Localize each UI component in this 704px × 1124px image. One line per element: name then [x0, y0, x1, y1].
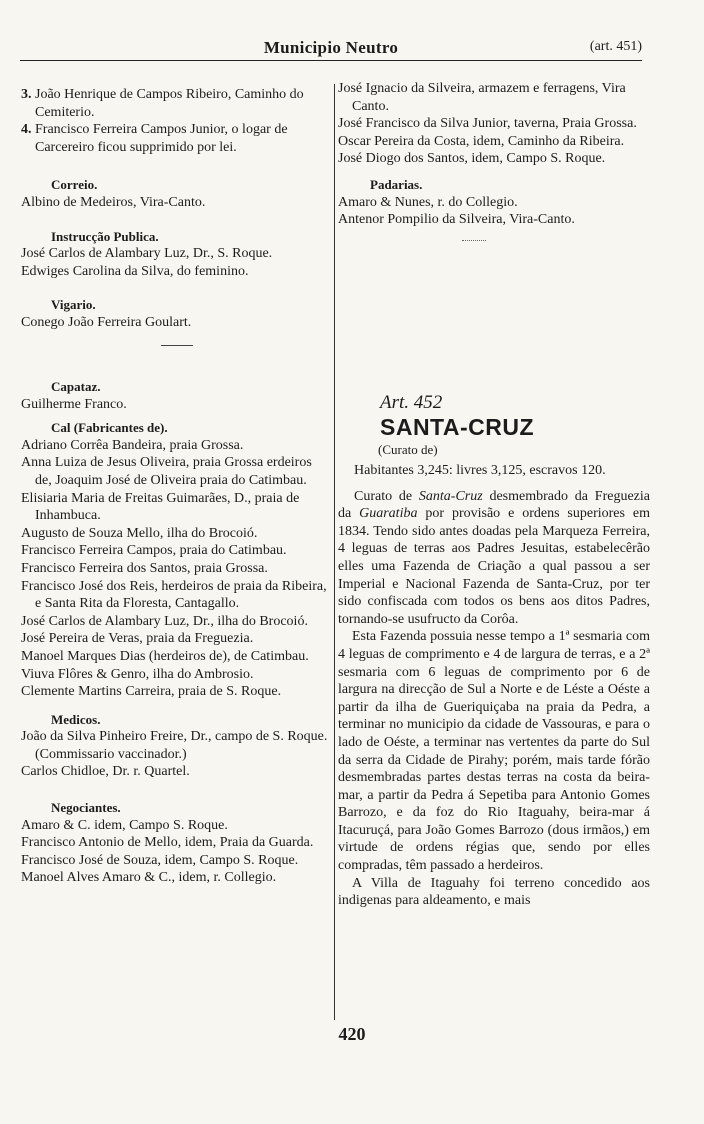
list-item: Amaro & Nunes, r. do Collegio.: [338, 194, 518, 210]
list-item: Albino de Medeiros, Vira-Canto.: [21, 194, 206, 210]
list-item: José Ignacio da Silveira, armazem e ferragens, Vira Canto.: [338, 81, 626, 114]
list-item: Manoel Marques Dias (herdeiros de), de Catimbau.: [21, 648, 309, 664]
section-heading-negociantes: Negociantes.: [51, 800, 121, 816]
section-heading-vigario: Vigario.: [51, 297, 96, 313]
list-item: Augusto de Souza Mello, ilha do Brocoió.: [21, 525, 258, 541]
list-item: Guilherme Franco.: [21, 396, 127, 412]
section-heading-padarias: Padarias.: [370, 176, 423, 192]
article-paragraph-sesmarias: Esta Fazenda possuia nesse tempo a 1ª sesmaria com 4 leguas de comprimento e 4 de largura de terras, e a 2ª sesmaria com 6 leguas de comprimento por 6 de largura na direcção de Sul a Norte e de Léste a Oéste a partir da ilha de Gueriquiçaba na praia da Pedra, a terminar no municipio da cidade de Vassouras, e para o lado de Oéste, a terminar nas vertentes da parte do Sul da serra da Cidade de Pirahy; porém, mais tarde fórão desmembradas partes destas terras na costa da beira-mar, a partir da Pedra á Sepetiba para Antonio Gomes Barrozo, e da foz do Rio Itaguahy, beira-mar á Itacuruçá, para João Gomes Barrozo (dous irmãos,) em virtude de ordens régias que, sendo por elles compradas, têm passado a herdeiros.: [338, 629, 650, 874]
article-paragraph-history: Curato de Santa-Cruz desmembrado da Freguezia da Guaratiba por provisão e ordens superiores em 1834. Tendo sido antes doadas pela Marqueza Ferreira, 4 leguas de terras aos Padres Jesuitas, estabelecêrão elles uma Fazenda de Criação a qual passou a ser Imperial e Nacional Fazenda de Santa-Cruz, por ter sido confiscada com todos os bens aos ditos Padres, tornando-se usufructo da Corôa.: [338, 488, 650, 627]
running-title: Municipio Neutro: [263, 38, 399, 57]
section-heading-instrucao: Instrucção Publica.: [51, 228, 159, 244]
list-item: Adriano Corrêa Bandeira, praia Grossa.: [21, 437, 244, 453]
article-label: Art. 452: [380, 392, 443, 413]
list-item: Francisco Antonio de Mello, idem, Praia da Guarda.: [21, 835, 314, 851]
list-item: Amaro & C. idem, Campo S. Roque.: [21, 817, 228, 833]
list-item: José Carlos de Alambary Luz, Dr., ilha do Brocoió.: [21, 613, 308, 629]
list-item: Francisco Ferreira Campos, praia do Catimbau.: [21, 543, 287, 559]
list-item: Carlos Chidloe, Dr. r. Quartel.: [21, 764, 190, 780]
list-item: José Pereira de Veras, praia da Freguezia.: [21, 631, 254, 647]
list-item: Francisco José dos Reis, herdeiros de praia da Ribeira, e Santa Rita da Floresta, Cantagallo.: [21, 578, 327, 612]
list-item: João da Silva Pinheiro Freire, Dr., campo de S. Roque. (Commissario vaccinador.): [21, 729, 328, 762]
list-item: Antenor Pompilio da Silveira, Vira-Canto.: [338, 212, 575, 228]
list-item: Viuva Flôres & Genro, ilha do Ambrosio.: [21, 666, 254, 682]
place-title: SANTA-CRUZ: [380, 414, 535, 440]
list-item: Oscar Pereira da Costa, idem, Caminho da Ribeira.: [338, 133, 625, 149]
list-item: Clemente Martins Carreira, praia de S. Roque.: [21, 684, 282, 700]
running-header: [20, 36, 642, 61]
article-452: [338, 392, 650, 910]
column-rule: [334, 84, 335, 1020]
numbered-entry-3: 3. João Henrique de Campos Ribeiro, Caminho do Cemiterio.: [21, 87, 304, 120]
list-item: José Diogo dos Santos, idem, Campo S. Roque.: [338, 151, 606, 167]
section-heading-capataz: Capataz.: [51, 379, 101, 394]
section-heading-medicos: Medicos.: [51, 711, 101, 727]
section-heading-correio: Correio.: [51, 177, 98, 193]
left-column: [21, 86, 331, 352]
list-item: Edwiges Carolina da Silva, do feminino.: [21, 263, 249, 279]
list-item: José Carlos de Alambary Luz, Dr., S. Roque.: [21, 246, 273, 262]
list-item: Francisco Ferreira dos Santos, praia Grossa.: [21, 560, 268, 576]
page-number: 420: [338, 1024, 366, 1044]
section-divider: [338, 235, 650, 247]
section-divider: [21, 340, 331, 352]
article-reference: (art. 451): [589, 39, 642, 54]
place-subtitle: (Curato de): [378, 442, 438, 457]
numbered-entry-4: 4. Francisco Ferreira Campos Junior, o logar de Carcereiro ficou supprimido por lei.: [21, 122, 288, 155]
section-heading-cal: Cal (Fabricantes de).: [51, 420, 168, 436]
list-item: Anna Luiza de Jesus Oliveira, praia Grossa erdeiros de, Joaquim José de Oliveira praia do Catimbau.: [21, 455, 312, 488]
article-paragraph-population: Habitantes 3,245: livres 3,125, escravos 120.: [354, 463, 606, 478]
list-item: Manoel Alves Amaro & C., idem, r. Collegio.: [21, 870, 277, 886]
right-column: [338, 80, 650, 247]
article-paragraph-villa: A Villa de Itaguahy foi terreno concedido aos indigenas para aldeamento, e mais: [338, 875, 650, 909]
list-item: Elisiaria Maria de Freitas Guimarães, D., praia de Inhambuca.: [21, 490, 300, 524]
list-item: Francisco José de Souza, idem, Campo S. Roque.: [21, 852, 299, 868]
left-column-lower: [21, 378, 331, 887]
list-item: José Francisco da Silva Junior, taverna, Praia Grossa.: [338, 116, 637, 132]
list-item: Conego João Ferreira Goulart.: [21, 314, 192, 330]
